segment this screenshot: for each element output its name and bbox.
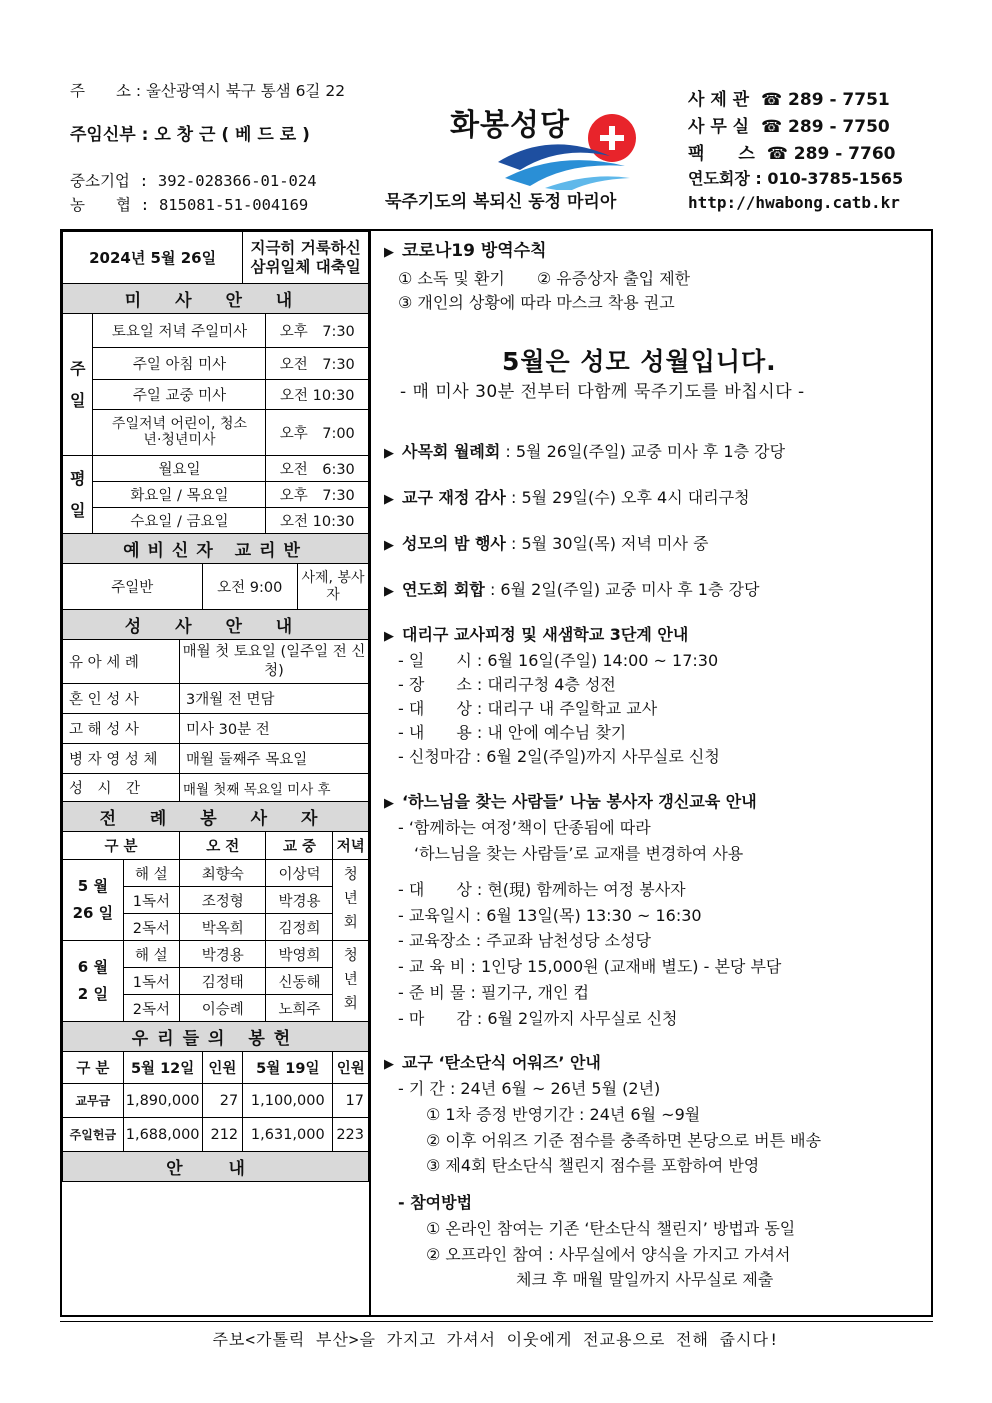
liturgy-date: 6 월 2 일 — [63, 941, 124, 1022]
mass-time: 오전 6:30 — [266, 456, 369, 482]
notice-line: - 교 육 비 : 1인당 15,000원 (교재배 별도) - 본당 부담 — [398, 957, 782, 976]
notice-1 — [384, 444, 785, 460]
church-name: 화봉성당 — [450, 108, 570, 143]
triangle-bullet-icon: ▶ — [384, 538, 394, 553]
mass-title-row — [63, 284, 369, 314]
contact-value: ☎ 289 - 7750 — [760, 117, 890, 137]
notice-title-row — [63, 1152, 369, 1182]
sacrament-info: 3개월 전 면담 — [180, 684, 369, 714]
bank1-value: 392-028366-01-024 — [157, 172, 317, 190]
offering-amount: 1,890,000 — [123, 1084, 202, 1118]
liturgy-am: 조정형 — [180, 887, 266, 914]
mass-name: 토요일 저녁 주일미사 — [93, 314, 266, 348]
contact-president — [688, 171, 903, 187]
offering-row — [63, 1084, 369, 1118]
notice-line: - ‘함께하는 여정’책이 단종됨에 따라 — [398, 818, 651, 837]
mass-name: 수요일 / 금요일 — [93, 508, 266, 534]
mass-time: 오전 10:30 — [266, 380, 369, 410]
bank1-line: 중소기업 : 392-028366-01-024 — [70, 172, 317, 190]
liturgy-am: 이승례 — [180, 995, 266, 1022]
mass-name: 화요일 / 목요일 — [93, 482, 266, 508]
contact-label: 사 제 관 — [688, 90, 750, 110]
sacrament-row — [63, 744, 369, 774]
mass-row — [63, 380, 369, 410]
triangle-bullet-icon: ▶ — [384, 629, 394, 644]
catechumen-class: 주일반 — [63, 564, 203, 610]
notice-line: - 참여방법 — [398, 1193, 473, 1212]
notice-text: : 5월 26일(주일) 교중 미사 후 1층 강당 — [500, 442, 786, 461]
feast-name: 지극히 거룩하신 삼위일체 대축일 — [243, 232, 369, 284]
notice-line: - 교육장소 : 주교좌 남천성당 소성당 — [398, 931, 651, 950]
sacrament-row — [63, 684, 369, 714]
bank2-label: 농 협 — [70, 196, 131, 214]
footer-message: 주보<가톨릭 부산>을 가지고 가셔서 이웃에게 전교용으로 전해 줍시다! — [212, 1330, 780, 1349]
notice-2 — [384, 490, 750, 506]
liturgy-role: 해 설 — [123, 941, 179, 968]
triangle-bullet-icon: ▶ — [384, 492, 394, 507]
offering-row — [63, 1118, 369, 1152]
sacrament-name: 유 아 세 례 — [63, 640, 180, 684]
bank1-label: 중소기업 — [70, 172, 130, 190]
liturgy-header: 저녁 — [333, 832, 369, 860]
notice-title: ‘하느님을 찾는 사람들’ 나눔 봉사자 갱신교육 안내 — [402, 792, 757, 811]
liturgy-date: 5 월 26 일 — [63, 860, 124, 941]
liturgy-main: 신동해 — [266, 968, 333, 995]
triangle-bullet-icon: ▶ — [384, 1057, 394, 1072]
column-divider — [369, 229, 371, 1316]
offering-title-row — [63, 1022, 369, 1052]
triangle-bullet-icon: ▶ — [384, 796, 394, 811]
priest-line: 주임신부 : 오 창 근 ( 베 드 로 ) — [70, 125, 310, 145]
notice-title: 연도회 회합 — [402, 580, 485, 599]
notice-text: : 5월 30일(목) 저녁 미사 중 — [505, 534, 709, 553]
liturgy-header: 구 분 — [63, 832, 180, 860]
mass-time: 오후 7:30 — [266, 482, 369, 508]
notice-line: - 대 상 : 대리구 내 주일학교 교사 — [398, 699, 658, 718]
notice-section-title: 안 내 — [63, 1152, 369, 1182]
catechumen-title-row — [63, 534, 369, 564]
sacrament-name: 성 시 간 — [63, 774, 180, 802]
notice-7-title — [384, 1055, 601, 1071]
priest-name: 오 창 근 ( 베 드 로 ) — [154, 125, 310, 145]
notice-text: : 6월 2일(주일) 교중 미사 후 1층 강당 — [484, 580, 760, 599]
offering-count: 223 — [333, 1118, 369, 1152]
offering-count: 17 — [333, 1084, 369, 1118]
date-row — [63, 232, 369, 284]
notice-5-title — [384, 627, 688, 643]
sacrament-info: 매월 첫째 목요일 미사 후 — [180, 774, 369, 802]
sacrament-row — [63, 714, 369, 744]
contact-label: 팩 스 — [688, 144, 755, 164]
notice-3 — [384, 536, 708, 552]
triangle-bullet-icon: ▶ — [384, 584, 394, 599]
offering-amount: 1,688,000 — [123, 1118, 202, 1152]
bank2-line: 농 협 : 815081-51-004169 — [70, 196, 309, 214]
notice-line: ② 이후 어워즈 기준 점수를 충족하면 본당으로 버튼 배송 — [426, 1131, 822, 1150]
contact-value: ☎ 289 - 7760 — [766, 144, 896, 164]
sacrament-section-title: 성 사 안 내 — [63, 610, 369, 640]
mass-time: 오후 7:30 — [266, 314, 369, 348]
liturgy-main: 노희주 — [266, 995, 333, 1022]
notice-line: - 기 간 : 24년 6월 ~ 26년 5월 (2년) — [398, 1079, 661, 1098]
offering-section-title: 우리들의 봉헌 — [63, 1022, 369, 1052]
sacrament-name: 고 해 성 사 — [63, 714, 180, 744]
address-value: 울산광역시 북구 통샘 6길 22 — [146, 82, 346, 100]
liturgy-row — [63, 860, 369, 887]
notice-line: - 내 용 : 내 안에 예수님 찾기 — [398, 723, 627, 742]
notice-line: - 준 비 물 : 필기구, 개인 컵 — [398, 983, 589, 1002]
liturgy-header: 오 전 — [180, 832, 266, 860]
sacrament-info: 미사 30분 전 — [180, 714, 369, 744]
left-info-table — [62, 231, 369, 1182]
bank2-value: 815081-51-004169 — [158, 196, 309, 214]
offering-amount: 1,631,000 — [243, 1118, 333, 1152]
notice-title: 교구 ‘탄소단식 어워즈’ 안내 — [402, 1053, 601, 1072]
catechumen-row — [63, 564, 369, 610]
contact-fax — [688, 146, 896, 163]
mass-row — [63, 410, 369, 456]
offering-header: 5월 12일 — [123, 1052, 202, 1084]
sacrament-name: 병 자 영 성 체 — [63, 744, 180, 774]
mass-name: 주일저녁 어린이, 청소년·청년미사 — [93, 410, 266, 456]
notice-line: ② 오프라인 참여 : 사무실에서 양식을 가지고 가셔서 — [426, 1245, 791, 1264]
liturgy-evening: 청년회 — [333, 860, 369, 941]
notice-title: 교구 재정 감사 — [402, 488, 506, 507]
sacrament-row — [63, 640, 369, 684]
notice-line: - 일 시 : 6월 16일(주일) 14:00 ~ 17:30 — [398, 651, 719, 670]
church-logo — [450, 100, 650, 200]
contact-label: 연도회장 — [688, 169, 750, 188]
sacrament-name: 혼 인 성 사 — [63, 684, 180, 714]
liturgy-header: 교 중 — [266, 832, 333, 860]
contact-office — [688, 119, 890, 136]
sacrament-title-row — [63, 610, 369, 640]
notice-title: 대리구 교사피정 및 새샘학교 3단계 안내 — [402, 625, 689, 644]
address-label: 주 소 — [70, 82, 131, 100]
website-link[interactable]: http://hwabong.catb.kr — [688, 193, 900, 212]
offering-count: 212 — [202, 1118, 243, 1152]
sacrament-info: 매월 둘째주 목요일 — [180, 744, 369, 774]
notice-line: - 대 상 : 현(現) 함께하는 여정 봉사자 — [398, 880, 686, 899]
liturgy-am: 박옥희 — [180, 914, 266, 941]
mass-row — [63, 314, 369, 348]
mass-time: 오전 7:30 — [266, 348, 369, 380]
notice-line: - 교육일시 : 6월 13일(목) 13:30 ~ 16:30 — [398, 906, 702, 925]
notice-line: - 신청마감 : 6월 2일(주일)까지 사무실로 신청 — [398, 747, 720, 766]
sacrament-info: 매월 첫 토요일 (일주일 전 신청) — [180, 640, 369, 684]
liturgy-role: 2독서 — [123, 995, 179, 1022]
liturgy-am: 김정태 — [180, 968, 266, 995]
sunday-label: 주일 — [63, 314, 93, 456]
triangle-bullet-icon: ▶ — [384, 245, 394, 260]
mass-row — [63, 508, 369, 534]
contact-label: 사 무 실 — [688, 117, 750, 137]
mass-name: 주일 아침 미사 — [93, 348, 266, 380]
offering-header: 인원 — [333, 1052, 369, 1084]
mass-name: 주일 교중 미사 — [93, 380, 266, 410]
covid-rule-2: ③ 개인의 상황에 따라 마스크 착용 권고 — [398, 293, 675, 312]
notice-title: 사목회 월례회 — [402, 442, 501, 461]
liturgy-role: 해 설 — [123, 860, 179, 887]
liturgy-evening: 청년회 — [333, 941, 369, 1022]
notice-4 — [384, 582, 759, 598]
mass-time: 오전 10:30 — [266, 508, 369, 534]
liturgy-main: 이상덕 — [266, 860, 333, 887]
parish-motto: 묵주기도의 복되신 동정 마리아 — [385, 192, 617, 212]
liturgy-am: 박경용 — [180, 941, 266, 968]
covid-title — [384, 243, 547, 260]
liturgy-header-row — [63, 832, 369, 860]
offering-amount: 1,100,000 — [243, 1084, 333, 1118]
liturgy-row — [63, 941, 369, 968]
triangle-bullet-icon: ▶ — [384, 446, 394, 461]
notice-line: ① 온라인 참여는 기존 ‘탄소단식 챌린지’ 방법과 동일 — [426, 1219, 796, 1238]
liturgy-role: 1독서 — [123, 968, 179, 995]
mass-row — [63, 482, 369, 508]
liturgy-role: 2독서 — [123, 914, 179, 941]
address-line: 주 소 : 울산광역시 북구 통샘 6길 22 — [70, 82, 346, 100]
contact-value: ☎ 289 - 7751 — [760, 90, 890, 110]
weekday-label: 평일 — [63, 456, 93, 534]
mass-row — [63, 348, 369, 380]
offering-header: 인원 — [202, 1052, 243, 1084]
catechumen-leader: 사제, 봉사자 — [297, 564, 368, 610]
liturgy-main: 박영희 — [266, 941, 333, 968]
notice-line: ① 1차 증정 반영기간 : 24년 6월 ~9월 — [426, 1105, 701, 1124]
offering-header: 5월 19일 — [243, 1052, 333, 1084]
notice-text: : 5월 29일(수) 오후 4시 대리구청 — [505, 488, 750, 507]
bulletin-date: 2024년 5월 26일 — [63, 232, 243, 284]
covid-rule-1: ① 소독 및 환기 ② 유증상자 출입 제한 — [398, 269, 691, 288]
notice-line: ‘하느님을 찾는 사람들’로 교재를 변경하여 사용 — [398, 844, 744, 863]
mass-section-title: 미 사 안 내 — [63, 284, 369, 314]
mass-time: 오후 7:00 — [266, 410, 369, 456]
contact-rectory — [688, 92, 890, 109]
notice-line: - 마 감 : 6월 2일까지 사무실로 신청 — [398, 1009, 678, 1028]
mass-row — [63, 456, 369, 482]
bottom-rule-thin — [60, 1321, 933, 1322]
mass-name: 월요일 — [93, 456, 266, 482]
contact-value: : 010-3785-1565 — [755, 169, 904, 188]
liturgy-main: 김정희 — [266, 914, 333, 941]
priest-label: 주임신부 — [70, 125, 136, 145]
offering-header: 구 분 — [63, 1052, 124, 1084]
sacrament-row — [63, 774, 369, 802]
headline: 5월은 성모 성월입니다. — [502, 347, 777, 376]
offering-count: 27 — [202, 1084, 243, 1118]
catechumen-time: 오전 9:00 — [202, 564, 297, 610]
liturgy-title-row — [63, 802, 369, 832]
notice-6-title — [384, 794, 757, 810]
offering-name: 교무금 — [63, 1084, 124, 1118]
subline: - 매 미사 30분 전부터 다함께 묵주기도를 바칩시다 - — [400, 382, 805, 402]
offering-name: 주일헌금 — [63, 1118, 124, 1152]
liturgy-section-title: 전 례 봉 사 자 — [63, 802, 369, 832]
covid-title-text: 코로나19 방역수칙 — [402, 241, 547, 261]
bottom-rule — [60, 1315, 933, 1317]
liturgy-role: 1독서 — [123, 887, 179, 914]
liturgy-am: 최향숙 — [180, 860, 266, 887]
offering-header-row — [63, 1052, 369, 1084]
logo-waves-icon — [450, 100, 650, 190]
notice-line: - 장 소 : 대리구청 4층 성전 — [398, 675, 616, 694]
notice-line: ③ 제4회 탄소단식 챌린지 점수를 포함하여 반영 — [426, 1156, 760, 1175]
notice-title: 성모의 밤 행사 — [402, 534, 506, 553]
liturgy-main: 박경용 — [266, 887, 333, 914]
catechumen-section-title: 예비신자 교리반 — [63, 534, 369, 564]
notice-line: 체크 후 매월 말일까지 사무실로 제출 — [516, 1270, 774, 1289]
